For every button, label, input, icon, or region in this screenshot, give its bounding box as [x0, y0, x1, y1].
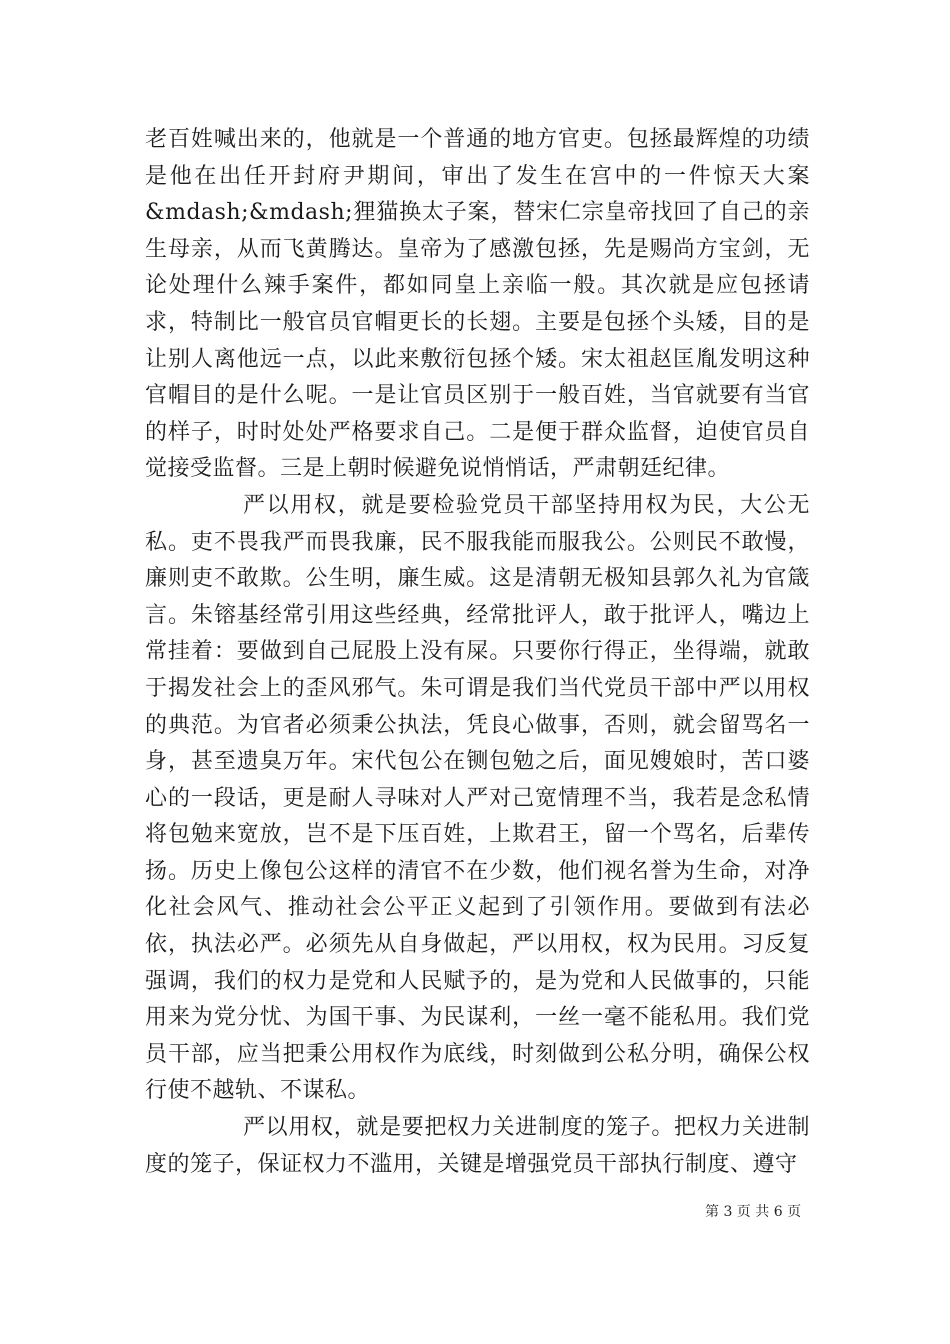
paragraph-power-in-cage: 严以用权，就是要把权力关进制度的笼子。把权力关进制度的笼子，保证权力不滥用，关键是增强党员干部执行制度、遵守 — [145, 1115, 810, 1177]
page-number-footer: 第 3 页 共 6 页 — [705, 1204, 802, 1220]
body-text — [145, 122, 810, 1183]
paragraph-baozheng-story: 老百姓喊出来的，他就是一个普通的地方官吏。包拯最辉煌的功绩是他在出任开封府尹期间，审出了发生在宫中的一件惊天大案&mdash;&mdash;狸猫换太子案，替宋仁宗皇帝找回了自己的亲生母亲，从而飞黄腾达。皇帝为了感激包拯，先是赐尚方宝剑，无论处理什么辣手案件，都如同皇上亲临一般。其次就是应包拯请求，特制比一般官员官帽更长的长翅。主要是包拯个头矮，目的是让别人离他远一点，以此来敷衍包拯个矮。宋太祖赵匡胤发明这种官帽目的是什么呢。一是让官员区别于一般百姓，当官就要有当官的样子，时时处处严格要求自己。二是便于群众监督，迫使官员自觉接受监督。三是上朝时候避免说悄悄话，严肃朝廷纪律。 — [145, 127, 810, 482]
paragraph-strict-power-selfless: 严以用权，就是要检验党员干部坚持用权为民，大公无私。吏不畏我严而畏我廉，民不服我能而服我公。公则民不敢慢，廉则吏不敢欺。公生明，廉生威。这是清朝无极知县郭久礼为官箴言。朱镕基经常引用这些经典，经常批评人，敢于批评人，嘴边上常挂着：要做到自己屁股上没有屎。只要你行得正，坐得端，就敢于揭发社会上的歪风邪气。朱可谓是我们当代党员干部中严以用权的典范。为官者必须秉公执法，凭良心做事，否则，就会留骂名一身，甚至遗臭万年。宋代包公在铡包勉之后，面见嫂娘时，苦口婆心的一段话，更是耐人寻味对人严对己宽情理不当，我若是念私情将包勉来宽放，岂不是下压百姓，上欺君王，留一个骂名，后辈传扬。历史上像包公这样的清官不在少数，他们视名誉为生命，对净化社会风气、推动社会公平正义起到了引领作用。要做到有法必依，执法必严。必须先从自身做起，严以用权，权为民用。习反复强调，我们的权力是党和人民赋予的，是为党和人民做事的，只能用来为党分忧、为国干事、为民谋利，一丝一毫不能私用。我们党员干部，应当把秉公用权作为底线，时刻做到公私分明，确保公权行使不越轨、不谋私。 — [145, 492, 810, 1104]
